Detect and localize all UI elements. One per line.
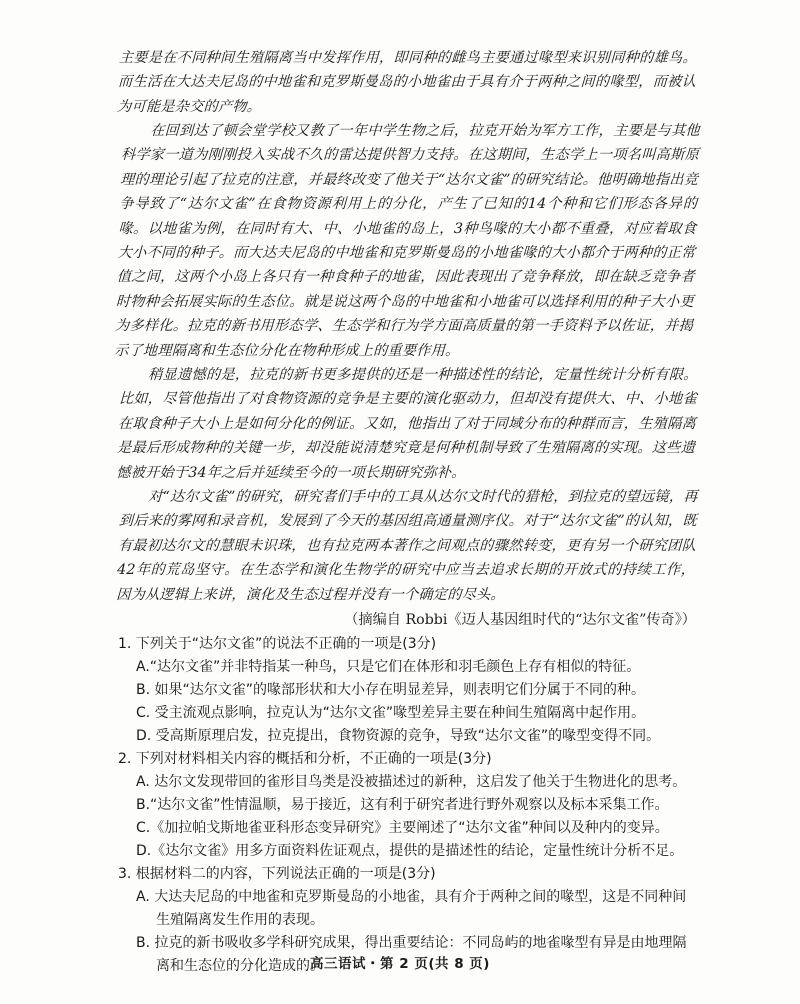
option-c: C.《加拉帕戈斯地雀亚科形态变异研究》主要阐述了“达尔文雀”种间以及种内的变异。 [136, 820, 669, 837]
article-source: （摘编自 Robbi《迈人基因组时代的“达尔文雀”传奇》） [344, 612, 696, 629]
article-paragraph-1: 主要是在不同种间生殖隔离当中发挥作用，即同种的雌鸟主要通过喙型来识别同种的雄鸟。而生活在大达夫尼岛的中地雀和克罗斯曼岛的小地雀由于具有介于两种之间的喙型，而被认为可能是杂交的产物。 [116, 50, 698, 115]
article-paragraph-3: 稍显遗憾的是，拉克的新书更多提供的还是一种描述性的结论，定量性统计分析有限。比如，尽管他指出了对食物资源的竞争是主要的演化驱动力，但却没有提供大、中、小地雀在取食种子大小上是如何分化的例证。又如，他指出了对于同域分布的种群而言，生殖隔离是最后形成物种的关键一步，却没能说清楚究竟是何种机制导致了生殖隔离的实现。这些遗憾被开始于34年之后并延续至今的一项长期研究弥补。 [116, 367, 698, 481]
option-b: B. 如果“达尔文雀”的喙部形状和大小存在明显差异，则表明它们分属于不同的种。 [136, 682, 646, 699]
article-paragraph-4: 对“达尔文雀”的研究，研究者们手中的工具从达尔文时代的猎枪，到拉克的望远镜，再到后来的雾网和录音机，发展到了今天的基因组高通量测序仪。对于“达尔文雀”的认知，既有最初达尔文的慧眼未识珠，也有拉克两本著作之间观点的骤然转变，更有另一个研究团队42年的荒岛坚守。在生态学和演化生物学的研究中应当去追求长期的开放式的持续工作，因为从逻辑上来讲，演化及生态过程并没有一个确定的尽头。 [116, 489, 698, 603]
article-paragraph-2: 在回到达了顿会堂学校又教了一年中学生物之后，拉克开始为军方工作，主要是与其他科学家一道为刚刚投入实战不久的雷达提供智力支持。在这期间，生态学上一项名叫高斯原理的理论引起了拉克的注意，并最终改变了他关于“达尔文雀”的研究结论。他明确地指出竞争导致了“达尔文雀”在食物资源利用上的分化，产生了已知的14个种和它们形态各异的喙。以地雀为例，在同时有大、中、小地雀的岛上，3种鸟喙的大小都不重叠，对应着取食大小不同的种子。而大达夫尼岛的中地雀和克罗斯曼岛的小地雀喙的大小都介于两种的正常值之间，这两个小岛上各只有一种食种子的地雀，因此表现出了竞争释放，即在缺乏竞争者时物种会拓展实际的生态位。就是说这两个岛的中地雀和小地雀可以选择利用的种子大小更为多样化。拉克的新书用形态学、生态学和行为学方面高质量的第一手资料予以佐证，并揭示了地理隔离和生态位分化在物种形成上的重要作用。 [113, 123, 701, 359]
option-a: A. 达尔文发现带回的雀形目鸟类是没被描述过的新种，这启发了他关于生物进化的思考。 [136, 774, 687, 791]
question-stem: 2. 下列对材料相关内容的概括和分析，不正确的一项是(3分) [118, 751, 492, 768]
question-2 [118, 748, 696, 863]
question-stem: 3. 根据材料二的内容，下列说法正确的一项是(3分) [118, 866, 436, 883]
page-footer: 高三语试・第 2 页(共 8 页) [310, 956, 490, 972]
option-a: A.“达尔文雀”并非特指某一种鸟，只是它们在体形和羽毛颜色上存有相似的特征。 [136, 659, 641, 676]
question-1 [118, 633, 696, 748]
page-content [113, 46, 701, 978]
option-a: A. 大达夫尼岛的中地雀和克罗斯曼岛的小地雀，具有介于两种之间的喙型，这是不同种间生殖隔离发生作用的表现。 [136, 889, 687, 929]
option-b: B. 拉克的新书吸收多学科研究成果，得出重要结论：不同岛屿的地雀喙型有异是由地理隔离和生态位的分化造成的。 [136, 935, 687, 975]
question-stem: 1. 下列关于“达尔文雀”的说法不正确的一项是(3分) [118, 636, 437, 653]
option-c: C. 受主流观点影响，拉克认为“达尔文雀”喙型差异主要在种间生殖隔离中起作用。 [136, 705, 646, 722]
option-b: B.“达尔文雀”性情温顺，易于接近，这有利于研究者进行野外观察以及标本采集工作。 [136, 797, 669, 814]
option-d: D. 受高斯原理启发，拉克提出，食物资源的竞争，导致“达尔文雀”的喙型变得不同。 [136, 728, 661, 745]
option-d: D.《达尔文雀》用多方面资料佐证观点，提供的是描述性的结论，定量性统计分析不足。 [136, 843, 684, 860]
